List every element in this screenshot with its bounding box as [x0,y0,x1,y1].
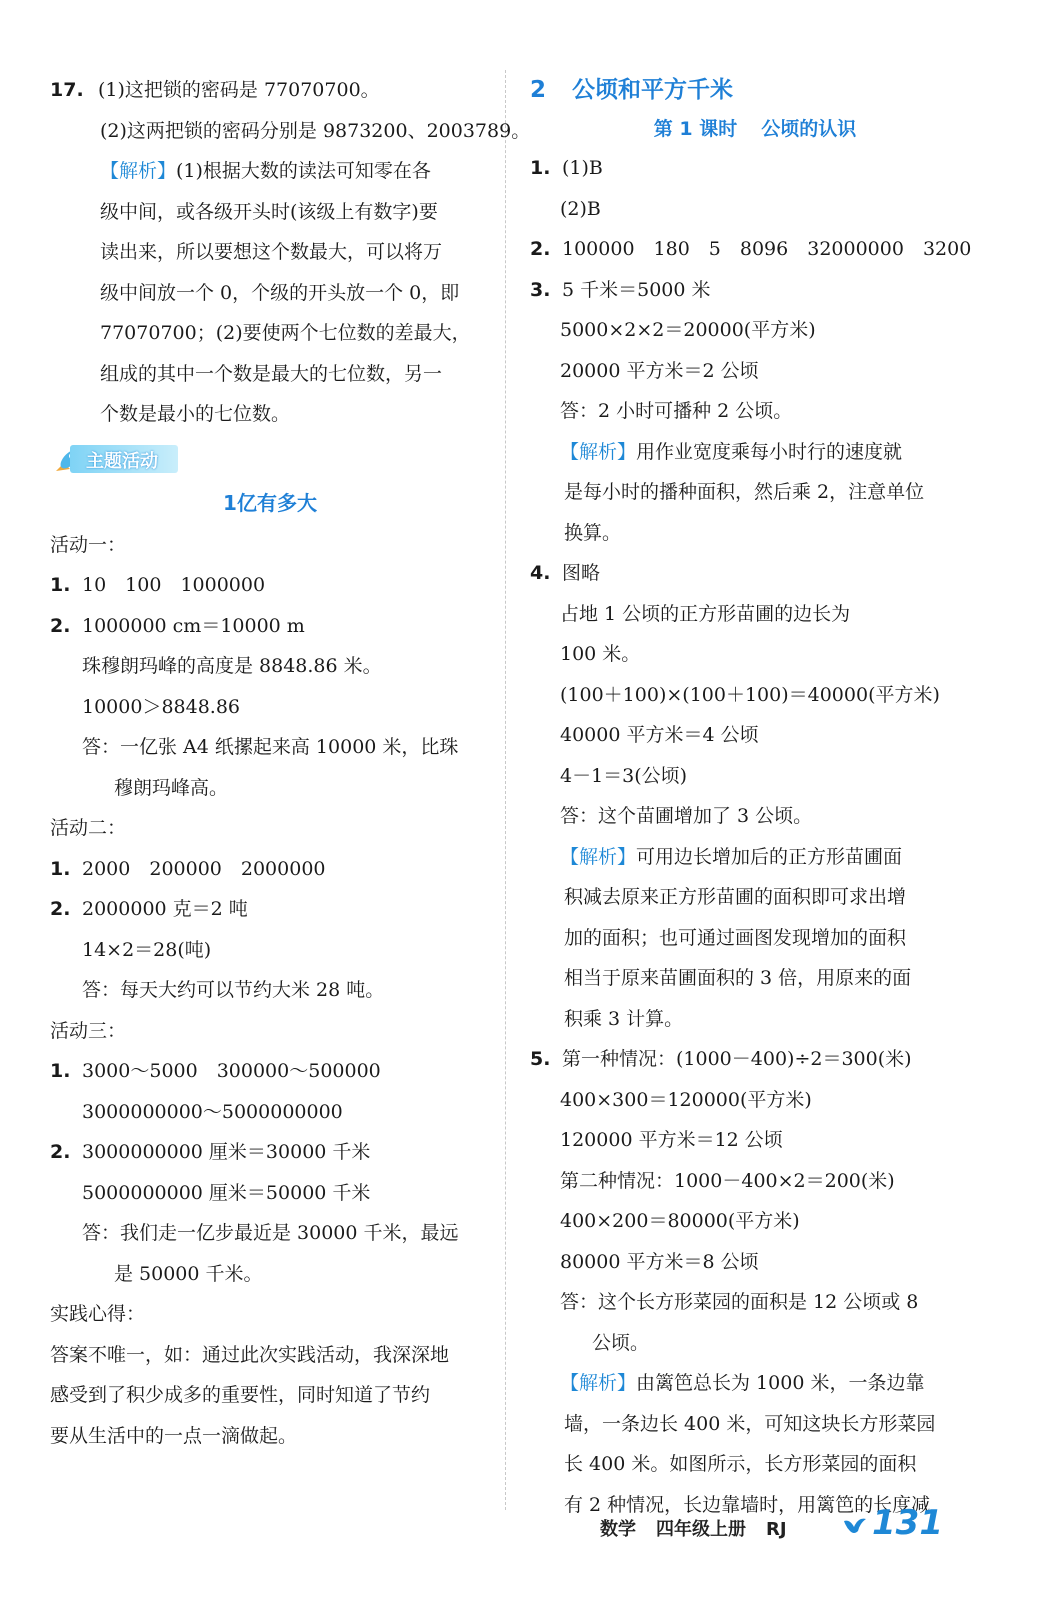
q2: 2. 100000 180 5 8096 32000000 3200 [530,238,972,260]
analysis-tag: 【解析】 [560,845,637,868]
q5-answer: 公顷。 [592,1331,650,1354]
q17-explanation: 读出来，所以要想这个数最大，可以将万 [100,241,443,263]
q4-line: 40000 平方米＝4 公顷 [560,724,759,746]
q3-explanation: 换算。 [564,521,622,544]
a3-q2: 2. 3000000000 厘米＝30000 千米 [50,1141,371,1163]
a3-q1-line: 3000000000～5000000000 [82,1100,343,1123]
column-divider [505,70,506,1510]
q5-line: 80000 平方米＝8 公顷 [560,1250,759,1273]
a3-q2-answer: 是 50000 千米。 [114,1262,263,1285]
lesson-title: 第 1 课时 公顷的认识 [653,118,857,140]
analysis-tag: 【解析】 [560,1372,637,1394]
q4-line: 占地 1 公顷的正方形苗圃的边长为 [560,602,851,625]
q5-explanation: 【解析】由篱笆总长为 1000 米，一条边靠 [560,1372,925,1394]
q5: 5. 第一种情况：(1000－400)÷2＝300(米) [530,1048,912,1070]
q5-line: 120000 平方米＝12 公顷 [560,1129,783,1151]
q4: 4. 图略 [530,562,601,584]
q4-answer: 答：这个苗圃增加了 3 公顷。 [560,805,813,827]
q4-explanation: 【解析】可用边长增加后的正方形苗圃面 [560,845,903,868]
a2-q2-line: 14×2＝28(吨) [82,938,212,961]
a2-q2-answer: 答：每天大约可以节约大米 28 吨。 [82,979,385,1001]
q17-explanation: 77070700；(2)要使两个七位数的差最大， [100,322,471,344]
page-number: 131 [872,1503,943,1543]
a1-q2-answer: 穆朗玛峰高。 [114,776,229,799]
q17-explanation: 级中间放一个 0，个级的开头放一个 0，即 [100,281,460,304]
a3-q1: 1. 3000～5000 300000～500000 [50,1060,381,1082]
activity-title: 1亿有多大 [223,490,317,515]
q3-answer: 答：2 小时可播种 2 公顷。 [560,400,793,422]
q3-explanation: 【解析】用作业宽度乘每小时行的速度就 [560,440,903,463]
q17-line-2: (2)这两把锁的密码分别是 9873200、2003789。 [100,119,531,142]
page-footer [600,1503,1040,1553]
q17-explanation: 个数是最小的七位数。 [100,403,291,425]
q5-line: 400×200＝80000(平方米) [560,1210,800,1232]
q1: 1. (1)B [530,157,603,179]
q5-answer: 答：这个长方形菜园的面积是 12 公顷或 8 [560,1291,919,1313]
q5-explanation: 有 2 种情况，长边靠墙时，用篱笆的长度减 [564,1493,931,1516]
bird-icon [842,1515,868,1543]
practice-text: 要从生活中的一点一滴做起。 [50,1424,298,1447]
a3-q2-answer: 答：我们走一亿步最近是 30000 千米，最远 [82,1222,459,1244]
activity-two-title: 活动二： [50,817,127,839]
a1-q2-line: 珠穆朗玛峰的高度是 8848.86 米。 [82,655,382,677]
analysis-tag: 【解析】 [560,440,637,463]
practice-title: 实践心得： [50,1303,146,1325]
q3-explanation: 是每小时的播种面积，然后乘 2，注意单位 [564,481,925,503]
analysis-tag: 【解析】 [100,160,177,182]
footer-subject: 数学 [600,1519,636,1540]
q17-number: 17. [50,79,84,101]
q5-line: 第二种情况：1000－400×2＝200(米) [560,1169,895,1192]
section-number: 2 [530,77,547,103]
q3-line: 5000×2×2＝20000(平方米) [560,319,816,341]
q17-explanation: 组成的其中一个数是最大的七位数，另一 [100,362,443,385]
q4-explanation: 相当于原来苗圃面积的 3 倍，用原来的面 [564,967,912,989]
q17-explanation: 【解析】(1)根据大数的读法可知零在各 [100,160,431,182]
activity-three-title: 活动三： [50,1019,127,1042]
activity-one-title: 活动一： [50,533,127,556]
q3-line: 20000 平方米＝2 公顷 [560,359,759,382]
a2-q2: 2. 2000000 克＝2 吨 [50,898,248,920]
a1-q2: 2. 1000000 cm＝10000 m [50,614,305,637]
a1-q1: 1. 10 100 1000000 [50,574,266,596]
practice-text: 答案不唯一，如：通过此次实践活动，我深深地 [50,1343,450,1366]
q1-line: (2)B [560,197,601,220]
q4-line: 100 米。 [560,643,641,665]
section-title: 2 公顷和平方千米 [530,70,980,110]
theme-activity-banner [50,439,490,481]
q17-explanation: 级中间，或各级开头时(该级上有数字)要 [100,200,438,223]
q4-explanation: 加的面积；也可通过画图发现增加的面积 [564,926,907,949]
a1-q2-line: 10000＞8848.86 [82,695,241,718]
banner-label: 主题活动 [86,450,158,472]
q5-line: 400×300＝120000(平方米) [560,1088,812,1111]
q5-explanation: 墙，一条边长 400 米，可知这块长方形菜园 [564,1412,936,1435]
footer-grade: 四年级上册 [656,1519,746,1540]
q4-line: (100＋100)×(100＋100)＝40000(平方米) [560,683,940,706]
left-column [50,70,531,1456]
q4-explanation: 积减去原来正方形苗圃的面积即可求出增 [564,886,907,908]
q4-line: 4－1＝3(公顷) [560,764,688,787]
right-column [530,70,980,1525]
q3: 3. 5 千米＝5000 米 [530,278,711,301]
q5-explanation: 长 400 米。如图所示，长方形菜园的面积 [564,1453,917,1475]
practice-text: 感受到了积少成多的重要性，同时知道了节约 [50,1384,431,1406]
a1-q2-answer: 答：一亿张 A4 纸摞起来高 10000 米，比珠 [82,736,459,758]
footer-text [600,1515,787,1541]
a2-q1: 1. 2000 200000 2000000 [50,857,326,880]
q4-explanation: 积乘 3 计算。 [564,1007,684,1030]
a3-q2-line: 5000000000 厘米＝50000 千米 [82,1181,371,1204]
footer-edition: RJ [766,1519,787,1540]
q17-line-1: 17. (1)这把锁的密码是 77070700。 [50,70,490,111]
